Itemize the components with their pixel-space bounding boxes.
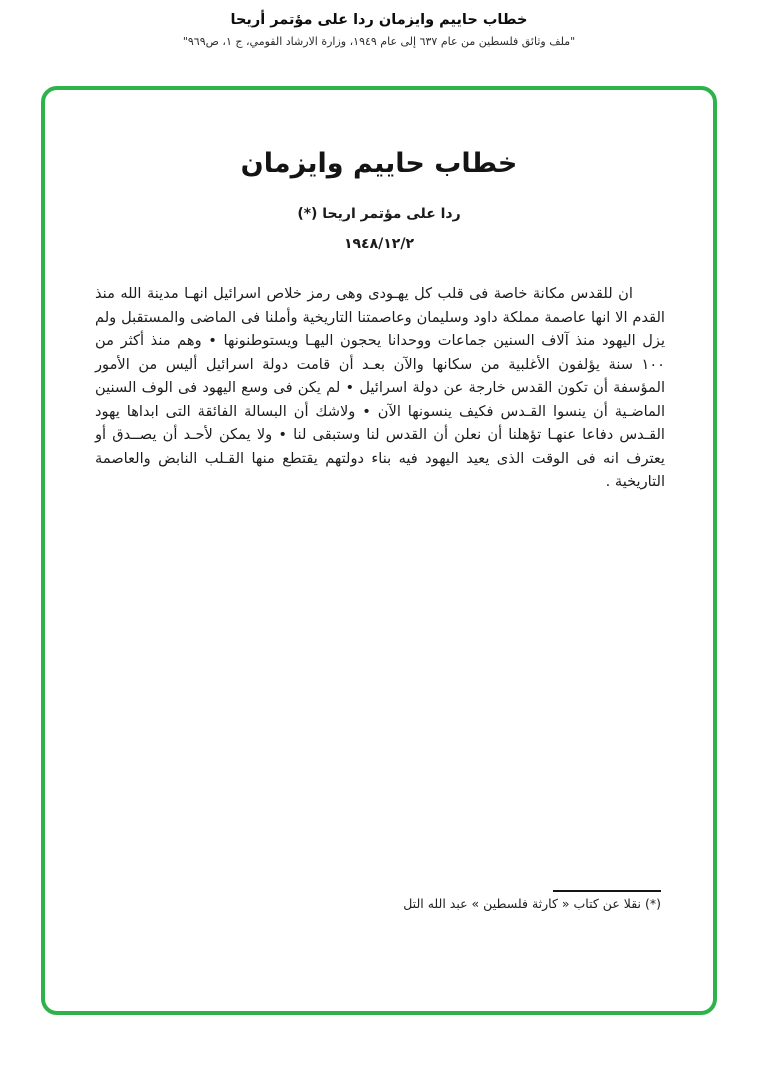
- footnote-divider: [553, 890, 661, 892]
- page-header: [0, 12, 758, 48]
- document-subtitle: ردا على مؤتمر اريحا (*): [297, 206, 461, 222]
- page-header-source-line: "ملف وثائق فلسطين من عام ٦٣٧ إلى عام ١٩٤٩، وزارة الارشاد القومي، ج ١، ص٩٦٩": [182, 35, 576, 48]
- document-body-paragraph: ان للقدس مكانة خاصة فى قلب كل يهـودى وهى رمز خلاص اسرائيل انهـا مدينة الله منذ القدم الا انها عاصمة مملكة داود وسليمان وعاصمتنا التاريخية وأملنا فى الماضى والمستقبل ولم يزل اليهود منذ آلاف السنين جماعات ووحدانا يحجون اليهـا ويستوطنونها • وهم منذ أكثر من ١٠٠ سنة يؤلفون الأغلبية من سكانها والآن بعـد أن قامت دولة اسرائيل أليس من الأمور المؤسفة أن تكون القدس خارجة عن دولة اسرائيل • لم يكن فى وسع اليهود فى الوف السنين الماضـية أن ينسوا القـدس فكيف ينسونها الآن • ولاشك أن البسالة الفائقة التى ابداها يهود القـدس دفاعا عنهـا تؤهلنا أن نعلن أن القدس لنا وستبقى لنا • ولا يمكن لأحـد أن يصــدق أو يعترف انه فى الوقت الذى يعيد اليهود فيه بناء دولتهم يقتطع منها القـلب النابض والعاصمة التاريخية .: [95, 285, 665, 490]
- document-title: خطاب حاييم وايزمان: [240, 148, 518, 179]
- document-frame: [41, 86, 717, 1015]
- footnote-area: [105, 890, 661, 911]
- footnote-text: (*) نقلا عن كتاب « كارثة فلسطين » عبد الله التل: [403, 896, 661, 911]
- document-date: ١٩٤٨/١٢/٢: [343, 236, 415, 252]
- page-header-title: خطاب حاييم وايزمان ردا على مؤتمر أريحا: [230, 12, 528, 28]
